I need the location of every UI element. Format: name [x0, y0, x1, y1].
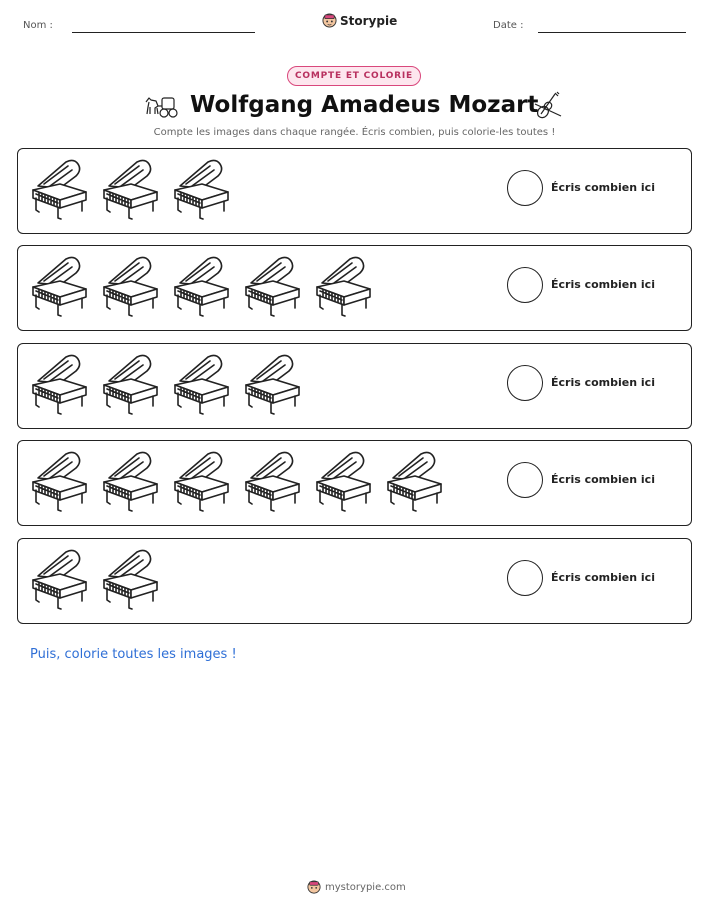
grand-piano-icon[interactable]	[30, 253, 88, 317]
grand-piano-icon[interactable]	[30, 156, 88, 220]
answer-circle[interactable]	[507, 170, 543, 206]
grand-piano-icon[interactable]	[243, 448, 301, 512]
answer-label: Écris combien ici	[551, 376, 655, 389]
site-footer	[307, 880, 406, 894]
date-label: Date :	[493, 20, 524, 31]
instructions: Compte les images dans chaque rangée. Écris combien, puis colorie-les toutes !	[153, 127, 556, 138]
grand-piano-icon[interactable]	[243, 253, 301, 317]
answer-label: Écris combien ici	[551, 473, 655, 486]
grand-piano-icon[interactable]	[101, 156, 159, 220]
brand-name: Storypie	[340, 13, 398, 28]
storypie-mascot-icon	[322, 13, 337, 28]
count-row-1	[17, 148, 692, 234]
grand-piano-icon[interactable]	[385, 448, 443, 512]
answer-label: Écris combien ici	[551, 181, 655, 194]
answer-label: Écris combien ici	[551, 571, 655, 584]
grand-piano-icon[interactable]	[101, 448, 159, 512]
title-row	[0, 90, 709, 124]
piano-group	[30, 351, 301, 421]
grand-piano-icon[interactable]	[314, 253, 372, 317]
grand-piano-icon[interactable]	[101, 351, 159, 415]
count-row-4	[17, 440, 692, 526]
count-row-5	[17, 538, 692, 624]
grand-piano-icon[interactable]	[172, 351, 230, 415]
grand-piano-icon[interactable]	[243, 351, 301, 415]
horse-carriage-icon	[143, 94, 179, 120]
grand-piano-icon[interactable]	[101, 546, 159, 610]
grand-piano-icon[interactable]	[101, 253, 159, 317]
piano-group	[30, 546, 159, 616]
piano-group	[30, 253, 372, 323]
name-label: Nom :	[23, 20, 53, 31]
piano-group	[30, 156, 230, 226]
name-line[interactable]	[72, 32, 255, 33]
storypie-mascot-icon	[307, 880, 321, 894]
grand-piano-icon[interactable]	[172, 156, 230, 220]
violin-icon	[531, 90, 565, 122]
grand-piano-icon[interactable]	[30, 448, 88, 512]
grand-piano-icon[interactable]	[172, 253, 230, 317]
count-row-2	[17, 245, 692, 331]
date-line[interactable]	[538, 32, 686, 33]
brand-logo	[322, 13, 397, 28]
piano-group	[30, 448, 443, 518]
answer-circle[interactable]	[507, 267, 543, 303]
activity-badge: COMPTE ET COLORIE	[287, 66, 421, 86]
coloring-instruction: Puis, colorie toutes les images !	[30, 647, 237, 662]
answer-label: Écris combien ici	[551, 278, 655, 291]
answer-circle[interactable]	[507, 560, 543, 596]
site-url: mystorypie.com	[325, 881, 406, 893]
answer-circle[interactable]	[507, 365, 543, 401]
count-row-3	[17, 343, 692, 429]
answer-circle[interactable]	[507, 462, 543, 498]
grand-piano-icon[interactable]	[172, 448, 230, 512]
page-title: Wolfgang Amadeus Mozart	[190, 92, 539, 118]
grand-piano-icon[interactable]	[30, 351, 88, 415]
grand-piano-icon[interactable]	[314, 448, 372, 512]
grand-piano-icon[interactable]	[30, 546, 88, 610]
